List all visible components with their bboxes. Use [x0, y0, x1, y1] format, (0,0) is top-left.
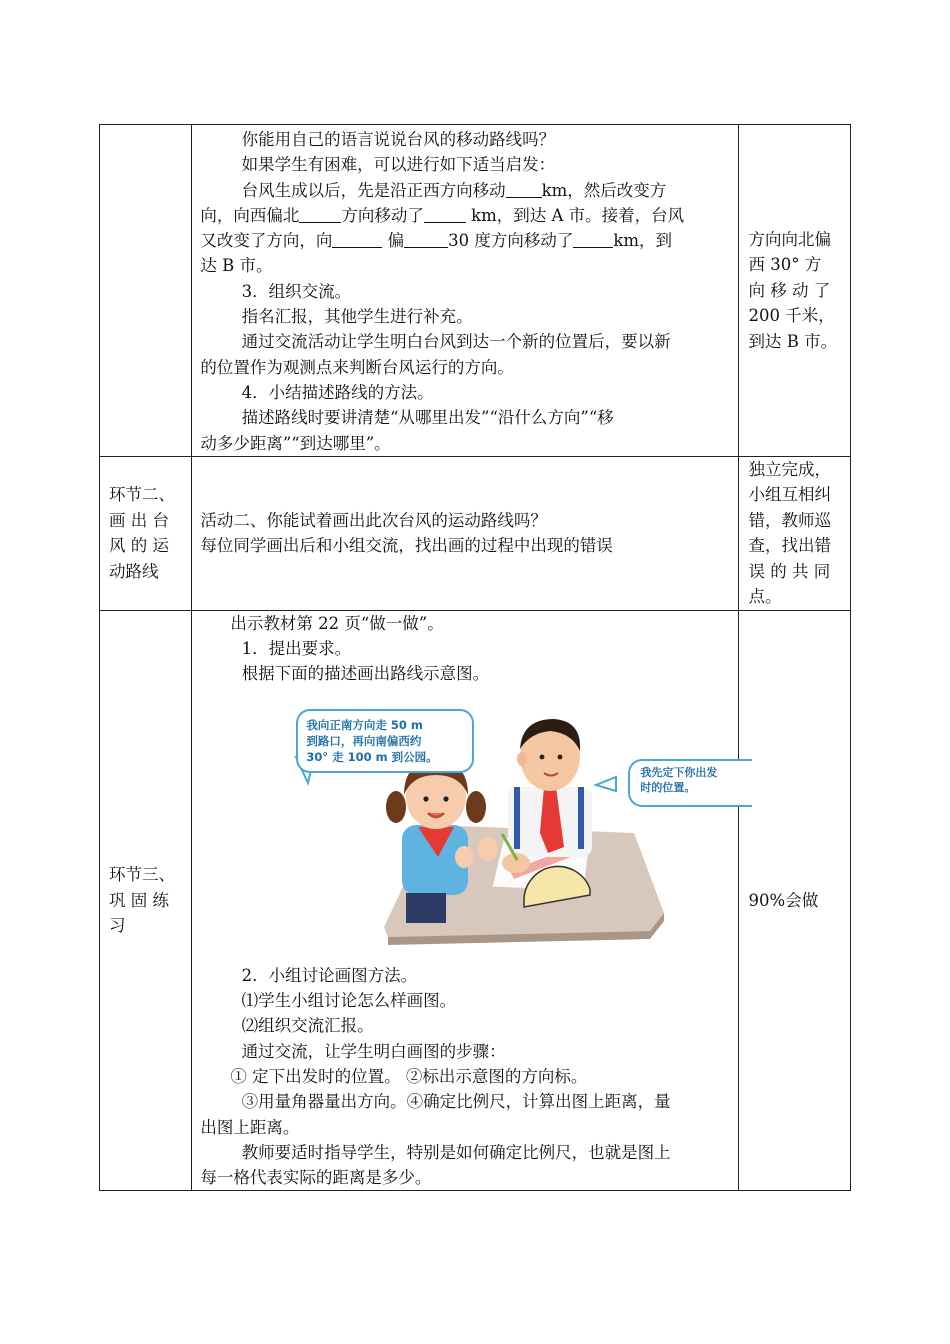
text-line: 3．组织交流。 [241, 281, 352, 301]
row-practice [100, 610, 851, 1191]
blank [404, 231, 448, 249]
text-line: 出图上距离。 [200, 1117, 300, 1137]
note-line: 90%会做 [748, 890, 819, 910]
text-span: 台风生成以后，先是沿正西方向移动 [241, 180, 506, 200]
blank [299, 205, 341, 223]
text-line: 2．小组讨论画图方法。 [241, 965, 418, 985]
note-line: 到达 B 市。 [748, 331, 838, 351]
blank [424, 205, 466, 223]
bubble-line: 我向正南方向走 50 m [306, 717, 423, 732]
label-line: 环节三、 [109, 865, 175, 885]
text-line: 达 B 市。 [200, 256, 273, 276]
text-line: 活动二、你能试着画出此次台风的运动路线吗？ [200, 511, 547, 531]
text-span: km，到达 A 市。接着，台风 [465, 205, 685, 225]
text-line: 指名汇报，其他学生进行补充。 [241, 307, 473, 327]
note-line: 向 移 动 了 [748, 280, 831, 300]
label-line: 动路线 [109, 561, 159, 581]
row3-label-cell [100, 610, 192, 1191]
label-line: 巩 固 练 [109, 890, 169, 910]
label-line: 画 出 台 [109, 510, 169, 530]
bubble-line: 时的位置。 [640, 780, 696, 794]
bubble-line: 我先定下你出发 [640, 765, 718, 779]
text-line: 1．提出要求。 [241, 639, 352, 659]
text-line: 如果学生有困难，可以进行如下适当启发： [241, 155, 556, 175]
row-draw-route [100, 456, 851, 610]
text-line: 通过交流活动让学生明白台风到达一个新的位置后，要以新 [241, 332, 671, 352]
text-span: km，到 [613, 231, 673, 251]
row3-content-cell [192, 610, 738, 1191]
row-typhoon-route [100, 125, 851, 457]
blank [332, 231, 382, 249]
row1-content-cell [192, 125, 738, 457]
text-span: 偏 [382, 231, 405, 251]
textbook-illustration [200, 687, 729, 963]
text-line: ① 定下出发时的位置。 ②标出示意图的方向标。 [230, 1066, 588, 1086]
blank [573, 231, 613, 249]
text-line: 描述路线时要讲清楚“从哪里出发”“沿什么方向”“移 [241, 408, 614, 428]
label-line: 风 的 运 [109, 536, 169, 556]
blank [506, 180, 542, 198]
text-line: 教师要适时指导学生，特别是如何确定比例尺，也就是图上 [241, 1142, 671, 1162]
boy-speech-bubble [628, 759, 752, 807]
text-line: ③用量角器量出方向。④确定比例尺，计算出图上距离，量 [241, 1092, 671, 1112]
note-line: 查，找出错 [748, 536, 832, 556]
note-line: 方向向北偏 [748, 229, 832, 249]
girl-speech-bubble [296, 709, 474, 773]
text-line: 每一格代表实际的距离是多少。 [200, 1168, 432, 1188]
note-line: 独立完成， [748, 459, 832, 479]
row2-content-cell [192, 456, 738, 610]
note-line: 错，教师巡 [748, 510, 832, 530]
label-line: 环节二、 [109, 485, 175, 505]
text-line: 出示教材第 22 页“做一做”。 [230, 613, 444, 633]
text-span: 向，向西偏北 [200, 205, 300, 225]
lesson-plan-table [99, 124, 851, 1191]
text-span: km，然后改变方 [541, 180, 667, 200]
fill-line [200, 178, 729, 203]
text-line: ⑵组织交流汇报。 [241, 1016, 374, 1036]
text-line: 你能用自己的语言说说台风的移动路线吗？ [241, 130, 556, 149]
note-line: 西 30° 方 [748, 255, 822, 275]
bubble-line: 30° 走 100 m 到公园。 [306, 749, 438, 764]
text-span: 30 度方向移动了 [448, 231, 574, 251]
row2-note-cell [738, 456, 850, 610]
text-line: 动多少距离”“到达哪里”。 [200, 433, 391, 453]
text-line: 的位置作为观测点来判断台风运行的方向。 [200, 357, 514, 377]
fill-line [200, 228, 729, 253]
text-span: 方向移动了 [341, 205, 424, 225]
note-line: 200 千米， [748, 306, 835, 326]
note-line: 小组互相纠 [748, 485, 832, 505]
bubble-line: 到路口，再向南偏西约 [306, 733, 422, 748]
row1-label-cell [100, 125, 192, 457]
text-line: 每位同学画出后和小组交流，找出画的过程中出现的错误 [200, 536, 613, 556]
row2-label-cell [100, 456, 192, 610]
text-line: ⑴学生小组讨论怎么样画图。 [241, 991, 457, 1011]
note-line: 点。 [748, 587, 782, 607]
row1-note-cell [738, 125, 850, 457]
fill-line [200, 203, 729, 228]
label-line: 习 [109, 916, 126, 936]
row3-note-cell [738, 610, 850, 1191]
text-span: 又改变了方向，向 [200, 231, 333, 251]
note-line: 误 的 共 同 [748, 561, 831, 581]
text-line: 4．小结描述路线的方法。 [241, 382, 434, 402]
text-line: 通过交流，让学生明白画图的步骤： [241, 1041, 506, 1061]
text-line: 根据下面的描述画出路线示意图。 [241, 664, 490, 684]
